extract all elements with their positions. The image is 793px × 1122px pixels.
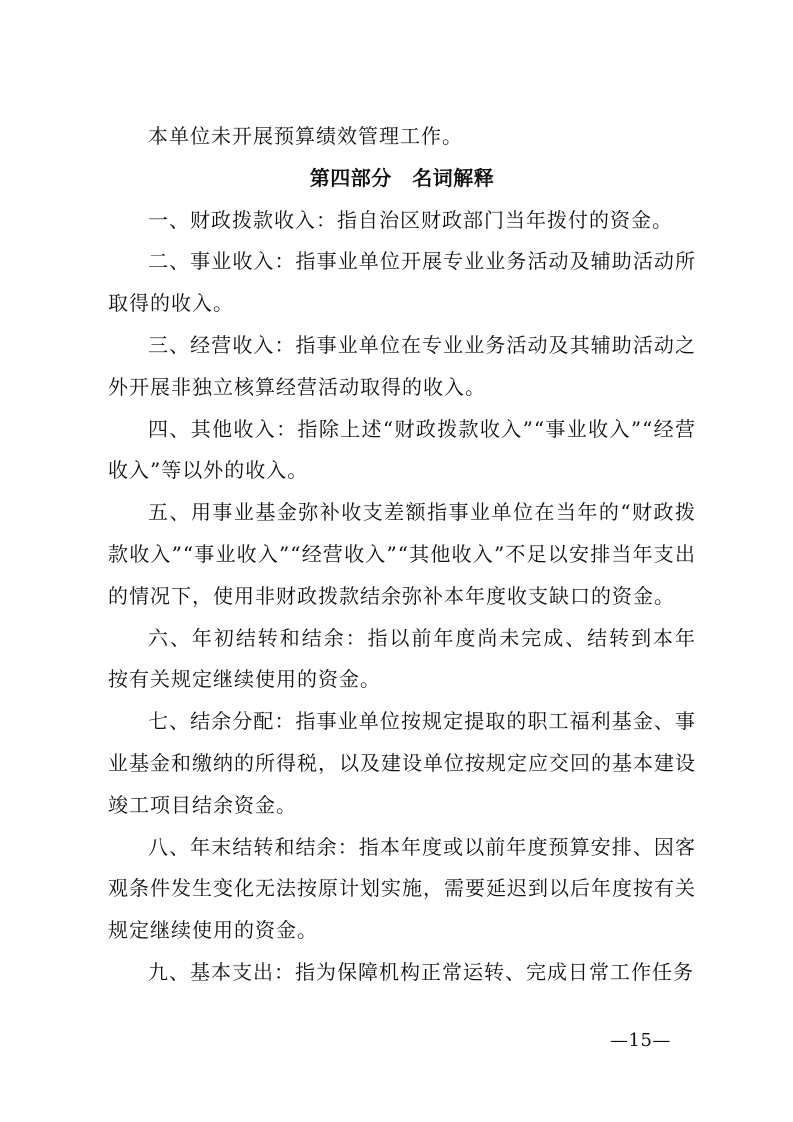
page-number: —15— (610, 1030, 671, 1051)
definition-paragraph-9: 九、基本支出：指为保障机构正常运转、完成日常工作任务 (148, 959, 694, 984)
definition-paragraph-4: 四、其他收入：指除上述“财政拨款收入”“事业收入”“经营收入”等以外的收入。 (108, 416, 696, 483)
definition-paragraph-5: 五、用事业基金弥补收支差额指事业单位在当年的“财政拨款收入”“事业收入”“经营收入”“其他收入”不足以安排当年支出的情况下，使用非财政拨款结余弥补本年度收支缺口的资金。 (108, 500, 696, 608)
definition-paragraph-8: 八、年末结转和结余：指本年度或以前年度预算安排、因客观条件发生变化无法按原计划实施，需要延迟到以后年度按有关规定继续使用的资金。 (108, 834, 696, 943)
definition-paragraph-2: 二、事业收入：指事业单位开展专业业务活动及辅助活动所取得的收入。 (108, 249, 696, 316)
section-heading: 第四部分 名词解释 (309, 165, 495, 190)
intro-paragraph: 本单位未开展预算绩效管理工作。 (148, 124, 463, 148)
definition-paragraph-7: 七、结余分配：指事业单位按规定提取的职工福利基金、事业基金和缴纳的所得税，以及建设单位按规定应交回的基本建设竣工项目结余资金。 (108, 709, 696, 817)
document-body (108, 116, 696, 994)
definition-paragraph-3: 三、经营收入：指事业单位在专业业务活动及其辅助活动之外开展非独立核算经营活动取得的收入。 (108, 332, 696, 399)
definition-paragraph-1: 一、财政拨款收入：指自治区财政部门当年拨付的资金。 (148, 207, 673, 232)
definition-paragraph-6: 六、年初结转和结余：指以前年度尚未完成、结转到本年 按有关规定继续使用的资金。 (108, 625, 696, 692)
